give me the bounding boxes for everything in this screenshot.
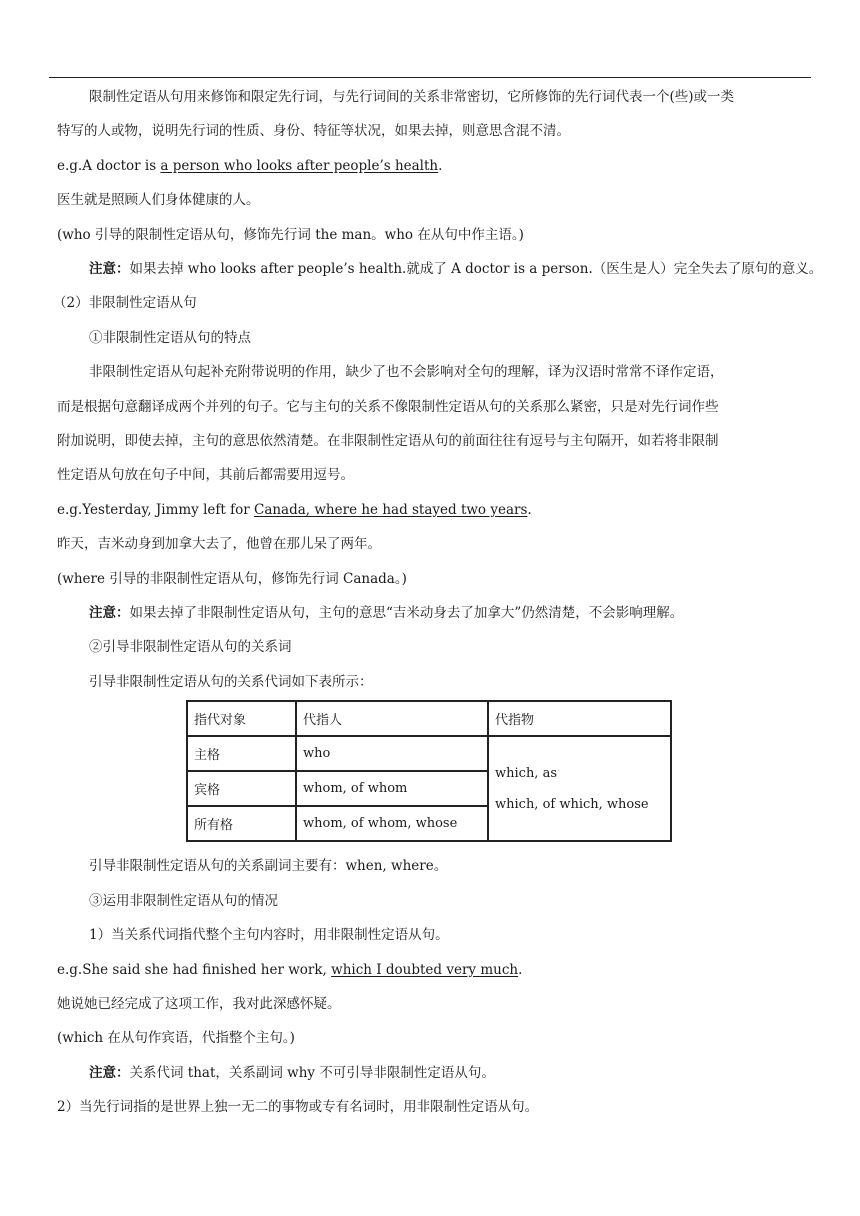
- underlined-clause: which I doubted very much: [331, 962, 519, 978]
- table-cell-person: whom, of whom: [296, 771, 488, 806]
- underlined-clause: Canada, where he had stayed two years: [253, 502, 528, 518]
- table-cell-person: who: [296, 736, 488, 771]
- table-header-cell: 代指人: [296, 701, 488, 736]
- table-header-row: [187, 701, 671, 736]
- relative-pronoun-table: [186, 700, 672, 842]
- table-cell-thing: which, as which, of which, whose: [488, 736, 671, 841]
- sub-heading: ③运用非限制性定语从句的情况: [89, 893, 278, 909]
- example-sentence: e.g.She said she had finished her work, which I doubted very much.: [57, 962, 523, 978]
- paragraph-line: 而是根据句意翻译成两个并列的句子。它与主句的关系不像限制性定语从句的关系那么紧密，只是对先行词作些: [57, 399, 719, 415]
- sub-heading: ②引导非限制性定语从句的关系词: [89, 639, 292, 655]
- paragraph-line: 引导非限制性定语从句的关系副词主要有：when, where。: [89, 858, 448, 874]
- example-note: (who 引导的限制性定语从句，修饰先行词 the man。who 在从句中作主语。): [57, 227, 524, 243]
- example-sentence: e.g.A doctor is a person who looks after people’s health.: [57, 158, 443, 174]
- table-header-cell: 指代对象: [187, 701, 296, 736]
- sub-heading: ①非限制性定语从句的特点: [89, 330, 251, 346]
- example-note: (where 引导的非限制性定语从句，修饰先行词 Canada。): [57, 571, 407, 587]
- example-translation: 她说她已经完成了这项工作，我对此深感怀疑。: [57, 996, 341, 1012]
- section-heading: （2）非限制性定语从句: [53, 295, 197, 311]
- header-rule: [49, 77, 811, 78]
- example-note: (which 在从句作宾语，代指整个主句。): [57, 1030, 295, 1046]
- case-heading: 2）当先行词指的是世界上独一无二的事物或专有名词时，用非限制性定语从句。: [57, 1099, 539, 1115]
- paragraph-line: 特写的人或物，说明先行词的性质、身份、特征等状况，如果去掉，则意思含混不清。: [57, 123, 570, 139]
- example-sentence: e.g.Yesterday, Jimmy left for Canada, where he had stayed two years.: [57, 502, 532, 518]
- paragraph-line: 性定语从句放在句子中间，其前后都需要用逗号。: [57, 467, 354, 483]
- table-row: [187, 736, 671, 771]
- note: 注意：如果去掉了非限制性定语从句，主句的意思“吉米动身去了加拿大”仍然清楚，不会影响理解。: [89, 605, 684, 621]
- paragraph-line: 附加说明，即使去掉，主句的意思依然清楚。在非限制性定语从句的前面往往有逗号与主句隔开，如若将非限制: [57, 433, 719, 449]
- example-translation: 昨天，吉米动身到加拿大去了，他曾在那儿呆了两年。: [57, 536, 381, 552]
- table-cell-person: whom, of whom, whose: [296, 806, 488, 841]
- table-header-cell: 代指物: [488, 701, 671, 736]
- note: 注意：如果去掉 who looks after people’s health.就成了 A doctor is a person.（医生是人）完全失去了原句的意义。: [89, 261, 823, 277]
- note-label: 注意：: [89, 261, 130, 277]
- paragraph-line: 限制性定语从句用来修饰和限定先行词，与先行词间的关系非常密切，它所修饰的先行词代表一个(些)或一类: [89, 89, 735, 105]
- note: 注意：关系代词 that，关系副词 why 不可引导非限制性定语从句。: [89, 1065, 495, 1081]
- table-cell-label: 宾格: [187, 771, 296, 806]
- example-translation: 医生就是照顾人们身体健康的人。: [57, 192, 260, 208]
- underlined-clause: a person who looks after people’s health: [160, 158, 439, 174]
- note-label: 注意：: [89, 1065, 130, 1081]
- table-intro: 引导非限制性定语从句的关系代词如下表所示：: [89, 674, 373, 690]
- table-cell-label: 所有格: [187, 806, 296, 841]
- table-cell-label: 主格: [187, 736, 296, 771]
- note-label: 注意：: [89, 605, 130, 621]
- case-heading: 1）当关系代词指代整个主句内容时，用非限制性定语从句。: [89, 927, 449, 943]
- paragraph-line: 非限制性定语从句起补充附带说明的作用，缺少了也不会影响对全句的理解，译为汉语时常常不译作定语，: [89, 364, 724, 380]
